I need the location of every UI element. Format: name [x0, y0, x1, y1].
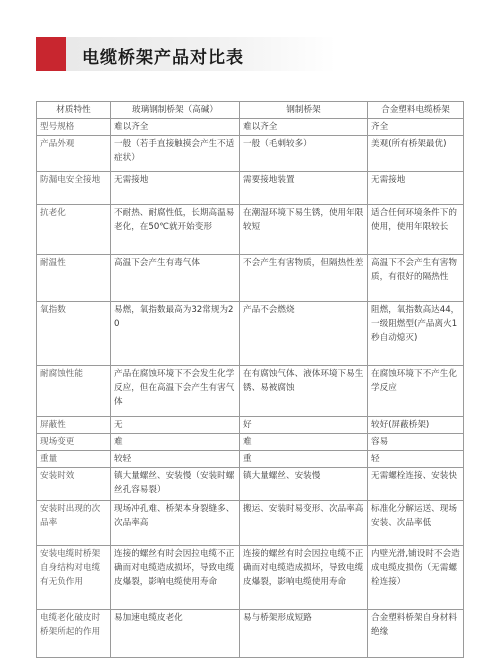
table-cell: 阻燃，氧指数高达44，一级阻燃型(产品离火1秒自动熄灭) — [368, 302, 464, 366]
table-cell: 一般（若手直接触摸会产生不适症状） — [111, 136, 240, 172]
table-cell: 难以齐全 — [240, 119, 368, 136]
title-banner — [36, 37, 462, 71]
table-cell: 高温下不会产生有害物质，有很好的隔热性 — [368, 255, 464, 302]
title-accent-block — [36, 37, 66, 71]
table-cell: 易燃，氧指数最高为32常规为20 — [111, 302, 240, 366]
column-header: 材质特性 — [37, 102, 111, 119]
table-row — [37, 302, 464, 366]
table-cell: 难 — [240, 434, 368, 451]
table-cell: 好 — [240, 417, 368, 434]
table-row — [37, 205, 464, 255]
table-row — [37, 546, 464, 610]
table-cell: 无需螺栓连接、安装快 — [368, 468, 464, 501]
table-cell: 内壁光滑,铺设时不会造成电缆皮损伤（无需螺栓连接） — [368, 546, 464, 610]
row-label: 重量 — [37, 451, 111, 468]
row-label: 型号规格 — [37, 119, 111, 136]
table-cell: 产品在腐蚀环境下不会发生化学反应，但在高温下会产生有害气体 — [111, 366, 240, 417]
row-label: 耐温性 — [37, 255, 111, 302]
page-title: 电缆桥架产品对比表 — [82, 48, 244, 68]
table-cell: 不耐热、耐腐性低，长期高温易老化，在50℃就开始变形 — [111, 205, 240, 255]
column-header: 合金塑料电缆桥架 — [368, 102, 464, 119]
table-cell: 不会产生有害物质，但隔热性差 — [240, 255, 368, 302]
table-cell: 难以齐全 — [111, 119, 240, 136]
table-cell: 无需接地 — [368, 172, 464, 205]
table-cell: 易与桥架形成短路 — [240, 610, 368, 658]
table-cell: 现场冲孔难、桥架本身裂缝多、次品率高 — [111, 501, 240, 546]
row-label: 安装电缆时桥架自身结构对电缆有无负作用 — [37, 546, 111, 610]
row-label: 抗老化 — [37, 205, 111, 255]
table-cell: 镇大量螺丝、安装慢（安装时螺丝孔容易裂） — [111, 468, 240, 501]
table-cell: 适合任何环境条件下的使用，使用年限较长 — [368, 205, 464, 255]
table-cell: 需要接地装置 — [240, 172, 368, 205]
column-header: 钢制桥架 — [240, 102, 368, 119]
row-label: 安装时出现的次品率 — [37, 501, 111, 546]
table-row — [37, 255, 464, 302]
table-row — [37, 468, 464, 501]
table-cell: 镇大量螺丝、安装慢 — [240, 468, 368, 501]
table-cell: 连接的螺丝有时会因拉电缆不正确而对电缆造成损坏，导致电缆皮爆裂，影响电缆使用寿命 — [240, 546, 368, 610]
row-label: 氧指数 — [37, 302, 111, 366]
table-cell: 易加速电缆皮老化 — [111, 610, 240, 658]
table-cell: 连接的螺丝有时会因拉电缆不正确而对电缆造成损坏，导致电缆皮爆裂，影响电缆使用寿命 — [111, 546, 240, 610]
row-label: 安装时效 — [37, 468, 111, 501]
row-label: 耐腐蚀性能 — [37, 366, 111, 417]
table-row — [37, 366, 464, 417]
table-cell: 较好(屏蔽桥架) — [368, 417, 464, 434]
table-cell: 在潮湿环境下易生锈，使用年限较短 — [240, 205, 368, 255]
table-cell: 在腐蚀环境下不产生化学反应 — [368, 366, 464, 417]
table-row — [37, 119, 464, 136]
table-row — [37, 501, 464, 546]
table-row — [37, 451, 464, 468]
table-row — [37, 434, 464, 451]
table-cell: 产品不会燃烧 — [240, 302, 368, 366]
table-cell: 在有腐蚀气体、液体环境下易生锈、易被腐蚀 — [240, 366, 368, 417]
table-cell: 高温下会产生有毒气体 — [111, 255, 240, 302]
comparison-table — [36, 101, 464, 658]
row-label: 产品外观 — [37, 136, 111, 172]
table-cell: 一般（毛刺较多） — [240, 136, 368, 172]
table-header-row — [37, 102, 464, 119]
table-cell: 重 — [240, 451, 368, 468]
row-label: 现场变更 — [37, 434, 111, 451]
table-cell: 无 — [111, 417, 240, 434]
row-label: 电缆老化破皮时桥架所起的作用 — [37, 610, 111, 658]
table-row — [37, 172, 464, 205]
table-cell: 容易 — [368, 434, 464, 451]
table-cell: 标准化分解运送、现场安装、次品率低 — [368, 501, 464, 546]
column-header: 玻璃钢制桥架（高碱） — [111, 102, 240, 119]
table-cell: 合金塑料桥架自身材料绝缘 — [368, 610, 464, 658]
table-cell: 无需接地 — [111, 172, 240, 205]
table-cell: 轻 — [368, 451, 464, 468]
row-label: 防漏电安全接地 — [37, 172, 111, 205]
table-cell: 较轻 — [111, 451, 240, 468]
table-cell: 搬运、安装时易变形、次品率高 — [240, 501, 368, 546]
table-cell: 美观(所有桥架最优) — [368, 136, 464, 172]
table-cell: 难 — [111, 434, 240, 451]
table-row — [37, 417, 464, 434]
table-row — [37, 136, 464, 172]
row-label: 屏蔽性 — [37, 417, 111, 434]
table-row — [37, 610, 464, 658]
table-cell: 齐全 — [368, 119, 464, 136]
